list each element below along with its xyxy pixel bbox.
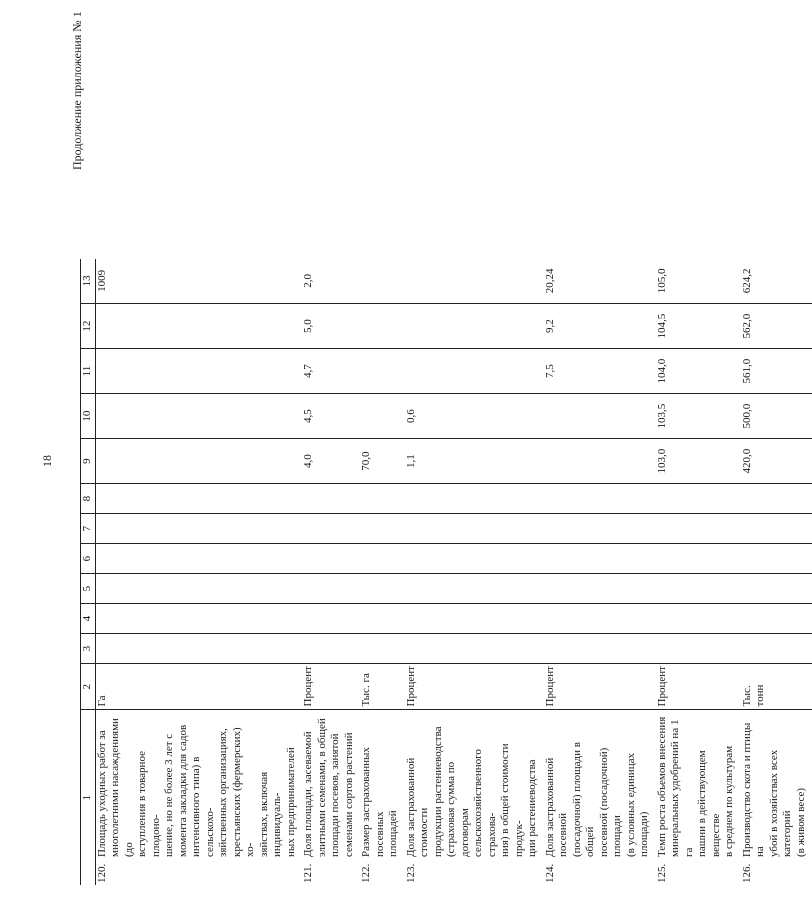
value-cell-col-8 <box>405 484 540 514</box>
spacer-cell <box>808 349 812 394</box>
row-index: 120. <box>95 863 108 883</box>
row-index: 124. <box>543 863 556 883</box>
value-cell-col-10: 4,5 <box>302 394 356 439</box>
spacer-cell <box>808 484 812 514</box>
indicator-name-line: момента закладки для садов <box>176 724 189 857</box>
value-cell-col-11: 104,0 <box>656 349 737 394</box>
value-cell-col-4 <box>544 604 652 634</box>
unit-cell: Процент <box>544 664 652 710</box>
value-cell-col-5 <box>302 574 356 604</box>
value-cell-col-12 <box>95 304 298 349</box>
indicator-name-line: Размер застрахованных посевных <box>360 747 386 857</box>
value-cell-col-3 <box>544 634 652 664</box>
table-row <box>302 259 356 885</box>
value-cell-col-13: 624,2 <box>741 259 809 304</box>
spacer-cell <box>808 514 812 544</box>
value-cell-col-5 <box>544 574 652 604</box>
value-cell-col-7 <box>360 514 401 544</box>
indicator-name-cell <box>95 710 298 885</box>
row-index: 123. <box>404 863 417 883</box>
value-cell-col-13: 20,24 <box>544 259 652 304</box>
value-cell-col-12: 562,0 <box>741 304 809 349</box>
value-cell-col-10: 103,5 <box>656 394 737 439</box>
value-cell-col-13 <box>405 259 540 304</box>
value-cell-col-13: 2,0 <box>302 259 356 304</box>
unit-cell: Процент <box>302 664 356 710</box>
value-cell-col-10 <box>544 394 652 439</box>
value-cell-col-7 <box>302 514 356 544</box>
indicator-name-cell <box>544 710 652 885</box>
value-cell-col-9 <box>544 439 652 484</box>
column-header-12: 12 <box>81 304 96 349</box>
indicator-name-line: ния) в общей стоимости продук- <box>499 743 525 857</box>
indicator-name-line: (в живом весе) <box>794 787 807 857</box>
value-cell-col-6 <box>656 544 737 574</box>
indicator-name-line: Темп роста объемов внесения <box>655 716 668 857</box>
value-cell-col-3 <box>302 634 356 664</box>
value-cell-col-10 <box>360 394 401 439</box>
value-cell-col-4 <box>95 604 298 634</box>
value-cell-col-12 <box>360 304 401 349</box>
unit-line: Тыс. <box>740 685 753 707</box>
indicator-name-line: ных предпринимателей <box>284 747 297 857</box>
column-header-1: 1 <box>81 710 96 885</box>
indicator-name-line: шение, но не более 3 лет с <box>163 733 175 857</box>
indicator-name-line: продукции растениеводства <box>431 726 444 857</box>
value-cell-col-9 <box>95 439 298 484</box>
value-cell-col-6 <box>544 544 652 574</box>
spacer-cell <box>808 544 812 574</box>
indicator-name-line: минеральных удобрений на 1 га <box>669 719 695 857</box>
value-cell-col-8 <box>741 484 809 514</box>
spacer-cell <box>808 259 812 304</box>
column-header-3: 3 <box>81 634 96 664</box>
value-cell-col-3 <box>95 634 298 664</box>
column-header-11: 11 <box>81 349 96 394</box>
value-cell-col-12 <box>405 304 540 349</box>
value-cell-col-4 <box>360 604 401 634</box>
row-index: 125. <box>655 863 668 883</box>
indicator-name <box>302 715 356 857</box>
indicator-name-line: посевной (посадочной) площади <box>597 747 623 857</box>
value-cell-col-4 <box>656 604 737 634</box>
value-cell-col-6 <box>95 544 298 574</box>
spacer-cell <box>808 304 812 349</box>
indicator-name-line: Доля застрахованной посевной <box>543 757 569 857</box>
table-row <box>360 259 401 885</box>
indicator-name-line: Производство скота и птицы на <box>740 722 766 857</box>
value-cell-col-9: 1,1 <box>405 439 540 484</box>
indicator-name-line: площади посевов, занятой <box>329 733 341 857</box>
indicator-name-line: элитными семенами, в общей <box>315 718 328 857</box>
value-cell-col-13: 105,0 <box>656 259 737 304</box>
table-row <box>741 259 809 885</box>
column-header-5: 5 <box>81 574 96 604</box>
indicator-name-line: семенами сортов растений <box>342 732 355 857</box>
spacer-cell <box>808 439 812 484</box>
indicator-name-line: (в условных единицах площади) <box>624 753 650 857</box>
unit-cell: Га <box>95 664 298 710</box>
value-cell-col-12: 5,0 <box>302 304 356 349</box>
indicator-name-line: зяйствах, включая индивидуаль- <box>257 771 283 857</box>
value-cell-col-11 <box>95 349 298 394</box>
value-cell-col-4 <box>741 604 809 634</box>
indicator-name-cell <box>656 710 737 885</box>
value-cell-col-11 <box>405 349 540 394</box>
row-index: 122. <box>360 863 372 883</box>
unit-cell <box>741 664 809 710</box>
value-cell-col-6 <box>302 544 356 574</box>
table-body <box>95 259 812 885</box>
indicators-table <box>80 259 812 885</box>
value-cell-col-10 <box>95 394 298 439</box>
spacer-cell <box>808 574 812 604</box>
value-cell-col-8 <box>302 484 356 514</box>
indicator-name <box>741 715 809 857</box>
table-row <box>656 259 737 885</box>
indicator-name-line: (страховая сумма по договорам <box>445 761 471 857</box>
value-cell-col-6 <box>405 544 540 574</box>
value-cell-col-7 <box>656 514 737 544</box>
indicator-name <box>360 715 401 857</box>
column-number-row <box>81 259 96 885</box>
indicator-name-cell <box>302 710 356 885</box>
table-row <box>405 259 540 885</box>
value-cell-col-11 <box>360 349 401 394</box>
row-index: 121. <box>302 863 314 883</box>
column-header-9: 9 <box>81 439 96 484</box>
value-cell-col-13: 1009 <box>95 259 298 304</box>
value-cell-col-3 <box>360 634 401 664</box>
unit-line: тонн <box>754 684 766 707</box>
indicator-name-line: вступления в товарное плодоно- <box>136 751 162 857</box>
value-cell-col-5 <box>656 574 737 604</box>
row-index: 126. <box>740 863 753 883</box>
indicator-name-line: Доля площади, засеваемой <box>302 731 314 857</box>
indicator-name <box>405 715 540 857</box>
value-cell-col-4 <box>405 604 540 634</box>
unit-cell: Тыс. га <box>360 664 401 710</box>
value-cell-col-12: 104,5 <box>656 304 737 349</box>
value-cell-col-4 <box>302 604 356 634</box>
unit-cell: Процент <box>656 664 737 710</box>
indicator-name <box>96 715 299 857</box>
value-cell-col-5 <box>741 574 809 604</box>
value-cell-col-9: 70,0 <box>360 439 401 484</box>
spacer-cell <box>808 604 812 634</box>
column-header-13: 13 <box>81 259 96 304</box>
value-cell-col-5 <box>405 574 540 604</box>
spacer-cell <box>808 634 812 664</box>
indicator-name-line: убой в хозяйствах всех категорий <box>767 749 793 857</box>
page-number: 18 <box>40 455 54 467</box>
column-header-7: 7 <box>81 514 96 544</box>
value-cell-col-6 <box>741 544 809 574</box>
value-cell-col-8 <box>360 484 401 514</box>
indicator-name-line: ции растениеводства <box>526 759 538 857</box>
value-cell-col-13 <box>360 259 401 304</box>
indicator-name-line: крестьянских (фермерских) хо- <box>230 727 256 857</box>
value-cell-col-11: 4,7 <box>302 349 356 394</box>
value-cell-col-11: 7,5 <box>544 349 652 394</box>
value-cell-col-8 <box>656 484 737 514</box>
indicator-name-line: (посадочной) площади в общей <box>570 742 596 857</box>
column-header-10: 10 <box>81 394 96 439</box>
value-cell-col-5 <box>360 574 401 604</box>
indicator-name-line: в среднем по культурам <box>723 745 735 857</box>
column-header-2: 2 <box>81 664 96 710</box>
indicator-name-line: пашни в действующем веществе <box>696 750 722 857</box>
value-cell-col-7 <box>405 514 540 544</box>
indicator-name-cell <box>741 710 809 885</box>
value-cell-col-9: 420,0 <box>741 439 809 484</box>
indicator-name-line: многолетними насаждениями (до <box>109 718 135 857</box>
value-cell-col-5 <box>95 574 298 604</box>
indicator-name-line: интенсивного типа) в сельскохо- <box>190 756 216 857</box>
indicator-name-line: Площадь уходных работ за <box>95 730 108 857</box>
spacer-cell <box>808 710 812 885</box>
value-cell-col-6 <box>360 544 401 574</box>
column-header-8: 8 <box>81 484 96 514</box>
spacer-cell <box>808 394 812 439</box>
value-cell-col-9: 4,0 <box>302 439 356 484</box>
indicator-name-cell <box>360 710 401 885</box>
value-cell-col-3 <box>741 634 809 664</box>
value-cell-col-7 <box>741 514 809 544</box>
value-cell-col-8 <box>544 484 652 514</box>
value-cell-col-7 <box>95 514 298 544</box>
column-header-6: 6 <box>81 544 96 574</box>
value-cell-col-9: 103,0 <box>656 439 737 484</box>
value-cell-col-11: 561,0 <box>741 349 809 394</box>
appendix-caption: Продолжение приложения № 1 <box>70 11 84 170</box>
indicator-name-cell <box>405 710 540 885</box>
value-cell-col-3 <box>656 634 737 664</box>
value-cell-col-7 <box>544 514 652 544</box>
row-spacer <box>808 259 812 885</box>
unit-cell: Процент <box>405 664 540 710</box>
indicator-name <box>656 715 737 857</box>
value-cell-col-3 <box>405 634 540 664</box>
value-cell-col-10: 500,0 <box>741 394 809 439</box>
indicator-name-line: площадей <box>387 810 399 857</box>
indicator-name-line: зяйственных организациях, <box>217 728 229 857</box>
table-row <box>95 259 298 885</box>
value-cell-col-10: 0,6 <box>405 394 540 439</box>
table-row <box>544 259 652 885</box>
column-header-4: 4 <box>81 604 96 634</box>
value-cell-col-8 <box>95 484 298 514</box>
spacer-cell <box>808 664 812 710</box>
value-cell-col-12: 9,2 <box>544 304 652 349</box>
indicator-name-line: сельскохозяйственного страхова- <box>472 749 498 857</box>
indicator-name-line: Доля застрахованной стоимости <box>404 757 430 857</box>
indicator-name <box>544 715 652 857</box>
